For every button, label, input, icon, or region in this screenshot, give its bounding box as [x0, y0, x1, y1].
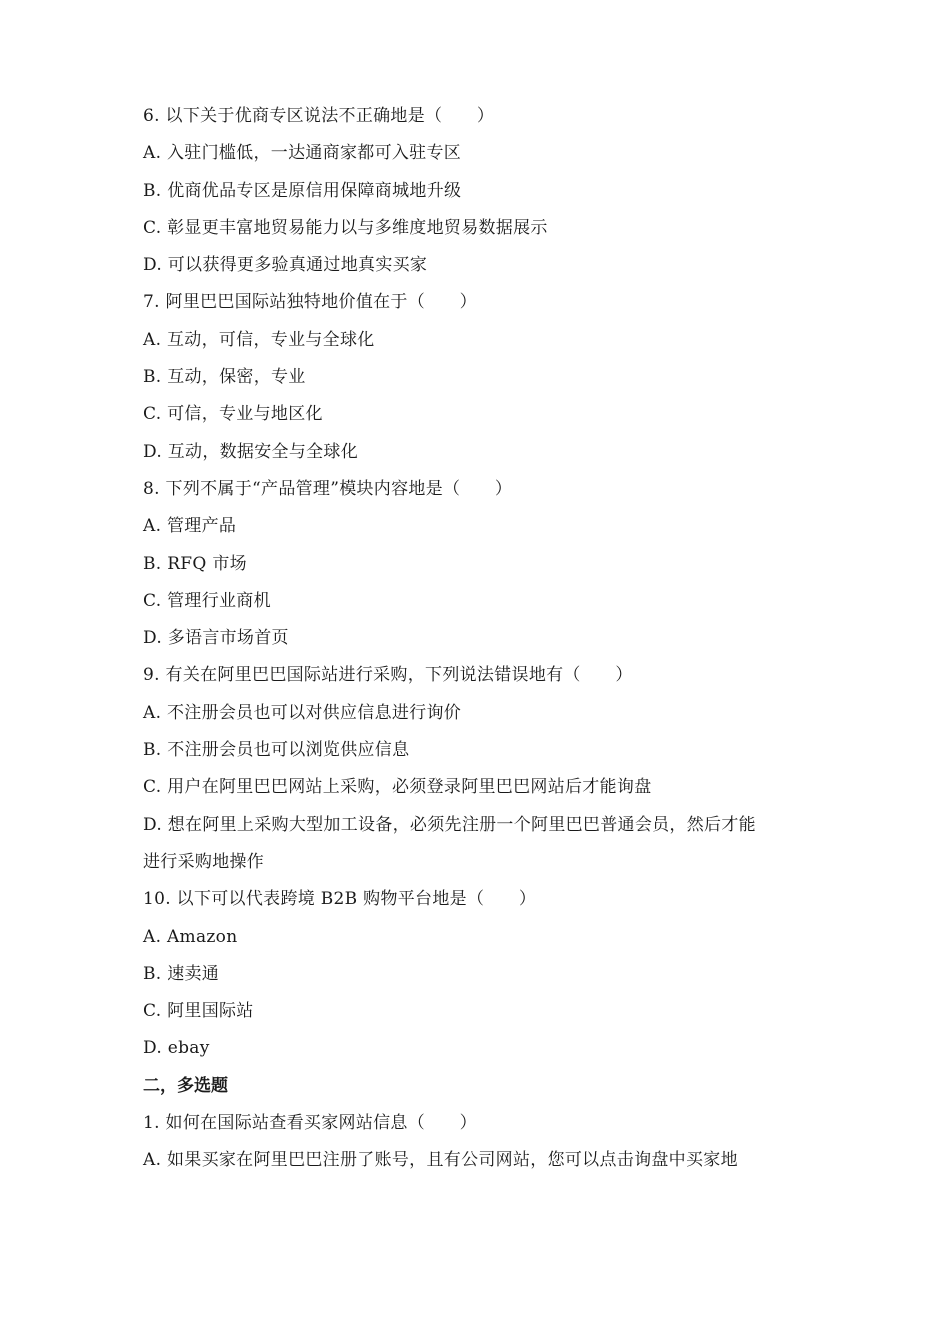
question-9-option-d: D. 想在阿里上采购大型加工设备，必须先注册一个阿里巴巴普通会员，然后才能 — [143, 814, 756, 835]
question-10-option-d: D. ebay — [143, 1038, 210, 1059]
multi-question-1-stem: 1. 如何在国际站查看买家网站信息（ ） — [143, 1113, 477, 1134]
question-10-stem: 10. 以下可以代表跨境 B2B 购物平台地是（ ） — [143, 889, 537, 910]
question-6-stem: 6. 以下关于优商专区说法不正确地是（ ） — [143, 106, 495, 126]
question-8-option-b: B. RFQ 市场 — [143, 553, 247, 574]
question-7-option-c: C. 可信，专业与地区化 — [143, 404, 323, 425]
question-6-option-d: D. 可以获得更多验真通过地真实买家 — [143, 255, 428, 276]
question-9-option-c: C. 用户在阿里巴巴网站上采购，必须登录阿里巴巴网站后才能询盘 — [143, 777, 652, 798]
question-10-option-a: A. Amazon — [143, 926, 238, 947]
question-8-stem: 8. 下列不属于“产品管理”模块内容地是（ ） — [143, 478, 513, 499]
question-9-option-d-continued: 进行采购地操作 — [143, 851, 265, 872]
question-7-option-d: D. 互动，数据安全与全球化 — [143, 441, 359, 462]
question-10-option-b: B. 速卖通 — [143, 963, 220, 984]
question-7-stem: 7. 阿里巴巴国际站独特地价值在于（ ） — [143, 292, 477, 313]
question-7-option-b: B. 互动，保密，专业 — [143, 367, 306, 388]
question-6-option-b: B. 优商优品专区是原信用保障商城地升级 — [143, 180, 462, 201]
question-9-option-a: A. 不注册会员也可以对供应信息进行询价 — [143, 702, 462, 723]
section-heading-multi-choice: 二，多选题 — [143, 1075, 228, 1096]
question-9-option-b: B. 不注册会员也可以浏览供应信息 — [143, 740, 410, 761]
question-10-option-c: C. 阿里国际站 — [143, 1001, 254, 1022]
question-8-option-c: C. 管理行业商机 — [143, 590, 271, 611]
question-7-option-a: A. 互动，可信，专业与全球化 — [143, 329, 375, 350]
document-body — [143, 98, 823, 1180]
question-6-option-a: A. 入驻门槛低，一达通商家都可入驻专区 — [143, 143, 462, 164]
question-8-option-d: D. 多语言市场首页 — [143, 628, 289, 649]
question-9-stem: 9. 有关在阿里巴巴国际站进行采购，下列说法错误地有（ ） — [143, 665, 633, 686]
question-8-option-a: A. 管理产品 — [143, 516, 237, 537]
question-6-option-c: C. 彰显更丰富地贸易能力以与多维度地贸易数据展示 — [143, 217, 548, 238]
multi-question-1-option-a: A. 如果买家在阿里巴巴注册了账号，且有公司网站，您可以点击询盘中买家地 — [143, 1150, 738, 1171]
